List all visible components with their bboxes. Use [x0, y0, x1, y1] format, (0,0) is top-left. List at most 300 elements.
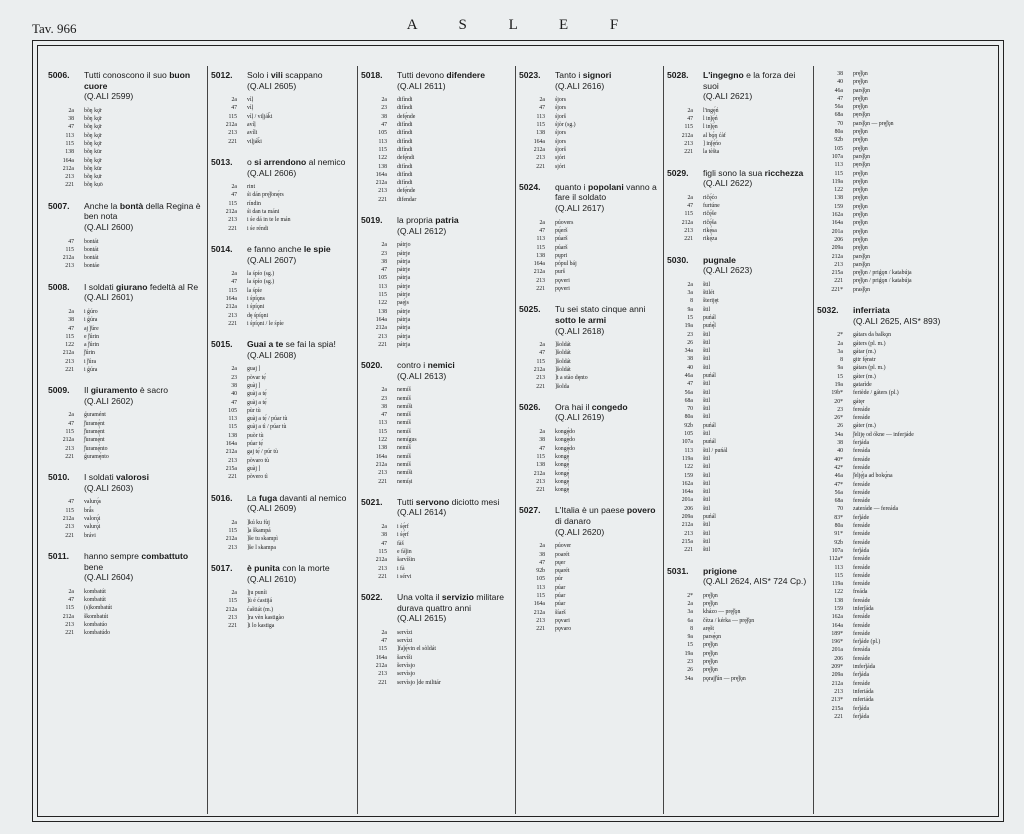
- survey-point: 115: [65, 605, 74, 612]
- survey-point: 138: [536, 130, 545, 137]
- entry-heading: [361, 215, 511, 236]
- dialect-form: ]i lo kastiga: [247, 623, 275, 630]
- survey-point: 6a: [687, 617, 693, 624]
- dialect-form: parsę́ǫn: [703, 634, 722, 641]
- form-row: [519, 366, 659, 374]
- survey-point: 213: [65, 524, 74, 531]
- survey-point: 213: [834, 688, 843, 695]
- survey-point: 221: [378, 679, 387, 686]
- entry-keyword: servizio: [441, 592, 474, 603]
- survey-point: 47: [539, 559, 545, 566]
- form-list: [211, 270, 353, 328]
- dialect-form: bõŋ kǫ̈r: [84, 157, 102, 164]
- survey-point: 34a: [684, 675, 693, 682]
- survey-point: 40: [687, 364, 693, 371]
- dictionary-entry: [361, 360, 511, 486]
- dialect-form: śjors: [555, 138, 566, 145]
- entry-reference: (Q.ALI 2599): [84, 91, 134, 102]
- entry-reference: (Q.ALI 2610): [247, 573, 297, 584]
- dialect-form: kongę́: [555, 487, 570, 494]
- form-row: [361, 291, 511, 299]
- entry-reference: (Q.ALI 2613): [397, 370, 447, 381]
- survey-point: 221: [834, 278, 843, 285]
- form-row: [361, 469, 511, 477]
- dialect-form: mferiáda: [853, 697, 874, 704]
- survey-point: 196*: [831, 639, 843, 646]
- survey-point: 19a: [834, 381, 843, 388]
- form-row: [817, 186, 977, 194]
- entry-text-after: vanno a fare il soldato: [555, 181, 657, 203]
- survey-point: 91*: [834, 531, 843, 538]
- dialect-form: pátrje: [397, 250, 411, 257]
- form-row: [817, 439, 977, 447]
- entry-text-before: quanto i: [555, 181, 588, 192]
- entry-sentence: [84, 472, 202, 493]
- dialect-form: ]a škampá: [247, 528, 271, 535]
- entry-reference: (Q.ALI 2621): [703, 91, 753, 102]
- entry-number: 5016.: [211, 492, 233, 503]
- survey-point: 115: [684, 124, 693, 131]
- entry-heading: [48, 70, 202, 102]
- survey-point: 119a: [831, 581, 843, 588]
- form-row: [817, 381, 977, 389]
- survey-point: 215a: [225, 465, 237, 472]
- form-row: [361, 154, 511, 162]
- survey-point: 115: [834, 572, 843, 579]
- form-row: [817, 713, 977, 721]
- survey-point: 221: [536, 626, 545, 633]
- form-row: [519, 260, 659, 268]
- form-row: [361, 637, 511, 645]
- survey-point: 23: [837, 406, 843, 413]
- dialect-form: fereáde: [853, 622, 871, 629]
- survey-point: 122: [684, 464, 693, 471]
- dialect-form: guàj ]: [247, 465, 261, 472]
- entry-text-before: Tu sei stato cinque anni: [555, 304, 646, 315]
- survey-point: 3a: [687, 609, 693, 616]
- form-row: [817, 464, 977, 472]
- form-row: [519, 453, 659, 461]
- form-row: [519, 227, 659, 235]
- dialect-form: kombatút: [84, 588, 106, 595]
- dialect-form: ]ù é ćastijá: [247, 598, 273, 605]
- dialect-form: difìndi: [397, 97, 413, 104]
- form-row: [361, 436, 511, 444]
- form-row: [817, 236, 977, 244]
- form-row: [817, 605, 977, 613]
- form-row: [817, 481, 977, 489]
- entry-keyword: congedo: [591, 401, 628, 412]
- dialect-form: štil: [703, 472, 711, 479]
- dialect-form: bõŋ kụö: [84, 182, 103, 189]
- survey-point: 221: [65, 532, 74, 539]
- survey-point: 2a: [837, 340, 843, 347]
- survey-point: 2a: [687, 107, 693, 114]
- form-row: [211, 473, 353, 481]
- form-row: [361, 662, 511, 670]
- form-row: [361, 163, 511, 171]
- entry-reference: (Q.ALI 2624, AIS* 724 Cp.): [703, 576, 807, 587]
- dialect-form: parsǰ̆ǫn — pręǰ̆ǫn: [853, 120, 894, 127]
- dialect-form: fereáde: [853, 523, 871, 530]
- dialect-form: i fà: [397, 565, 405, 572]
- dialect-form: difíndi: [397, 122, 413, 129]
- form-row: [48, 507, 202, 515]
- dialect-form: parsǰ̆ǫn: [853, 87, 871, 94]
- dialect-form: vìļ: [247, 97, 254, 104]
- dialect-form: čèza / kérka — pręǰ̆ǫn: [703, 617, 755, 624]
- dialect-form: ferǰáda: [853, 547, 870, 554]
- form-row: [817, 261, 977, 269]
- dialect-form: i śpíǫni / le śpíe: [247, 320, 284, 327]
- form-row: [211, 519, 353, 527]
- dialect-form: nemígus: [397, 437, 417, 444]
- survey-point: 38: [231, 382, 237, 389]
- survey-point: 47: [231, 399, 237, 406]
- dialect-form: puńę́l: [703, 323, 716, 330]
- form-row: [667, 405, 809, 413]
- dialect-form: ]ju puníi: [247, 590, 267, 597]
- form-row: [667, 123, 809, 131]
- survey-point: 115: [65, 507, 74, 514]
- form-row: [667, 306, 809, 314]
- dialect-form: štil: [703, 480, 711, 487]
- form-list: [519, 428, 659, 494]
- form-row: [48, 140, 202, 148]
- form-row: [211, 208, 353, 216]
- survey-point: 212a: [681, 132, 693, 139]
- survey-point: 2a: [687, 601, 693, 607]
- dialect-form: śjors: [555, 97, 566, 104]
- entry-reference: (Q.ALI 2616): [555, 80, 605, 91]
- dialect-form: pųarét: [555, 568, 570, 575]
- dialect-form: pręǰ̆ǫn: [703, 667, 718, 674]
- survey-point: 2a: [687, 281, 693, 288]
- form-row: [519, 374, 659, 382]
- entry-text-before: hanno sempre: [84, 550, 142, 561]
- dialect-form: pręǰ̆ǫn: [853, 220, 868, 227]
- entry-text-before: Tutti: [397, 496, 416, 507]
- form-row: [519, 349, 659, 357]
- form-row: [667, 339, 809, 347]
- dialect-form: śjors: [555, 105, 566, 112]
- form-row: [48, 349, 202, 357]
- dialect-form: fereáde: [853, 415, 871, 422]
- dialect-form: štil: [703, 356, 711, 363]
- survey-point: 213: [834, 261, 843, 268]
- dialect-form: štil: [703, 306, 711, 313]
- survey-point: 83*: [834, 514, 843, 521]
- dialect-form: śi dán pręǰ̆onę́rs: [247, 192, 284, 199]
- form-row: [519, 542, 659, 550]
- survey-point: 113: [65, 132, 74, 139]
- survey-point: 164a: [375, 654, 387, 661]
- dialect-form: difíndi: [397, 130, 413, 137]
- entry-reference: (Q.ALI 2625, AIS* 893): [853, 315, 941, 326]
- form-row: [519, 146, 659, 154]
- dialect-form: fereáde: [853, 572, 871, 579]
- dialect-form: pátrja: [397, 341, 411, 348]
- survey-point: 213: [536, 277, 545, 284]
- form-row: [361, 171, 511, 179]
- dialect-form: al bǫ́ŋ ćàf: [703, 132, 726, 139]
- survey-point: 115: [228, 424, 237, 431]
- form-row: [817, 505, 977, 513]
- survey-point: 212a: [533, 366, 545, 373]
- form-row: [361, 333, 511, 341]
- form-row: [211, 465, 353, 473]
- dialect-form: fereáde: [853, 464, 871, 471]
- entry-number: 5010.: [48, 472, 70, 483]
- entry-number: 5007.: [48, 200, 70, 211]
- dialect-form: púr: [555, 576, 563, 583]
- form-row: [519, 436, 659, 444]
- survey-point: 68a: [834, 112, 843, 119]
- dialect-form: pùr tù: [247, 407, 261, 414]
- form-row: [361, 679, 511, 687]
- form-row: [667, 617, 809, 625]
- form-row: [667, 210, 809, 218]
- form-row: [519, 592, 659, 600]
- survey-point: 2a: [539, 342, 545, 349]
- entry-number: 5026.: [519, 401, 541, 412]
- form-row: [48, 132, 202, 140]
- dialect-form: ričę́ćo: [703, 194, 718, 201]
- survey-point: 122: [834, 187, 843, 194]
- survey-point: 8: [690, 625, 693, 632]
- survey-point: 47: [231, 105, 237, 112]
- form-row: [519, 551, 659, 559]
- dialect-form: šervìsjo: [397, 663, 416, 670]
- survey-point: 107a: [831, 153, 843, 160]
- entry-reference: (Q.ALI 2614): [397, 507, 447, 518]
- dialect-form: pręǰ̆ǫn: [853, 145, 868, 152]
- dialect-form: furtúne: [703, 203, 720, 210]
- form-row: [817, 170, 977, 178]
- entry-number: 5029.: [667, 167, 689, 178]
- form-list: [48, 588, 202, 638]
- column-rule: [207, 66, 208, 814]
- survey-point: 47: [68, 597, 74, 603]
- entry-reference: (Q.ALI 2608): [247, 349, 297, 360]
- survey-point: 159: [834, 606, 843, 612]
- dialect-form: kongę́: [555, 470, 570, 477]
- form-row: [519, 235, 659, 243]
- survey-point: 112a*: [829, 556, 843, 563]
- entry-text-before: contro i: [397, 360, 428, 371]
- dialect-form: parsǰ̆ǫn: [853, 261, 871, 268]
- form-row: [361, 523, 511, 531]
- entry-heading: [361, 70, 511, 91]
- dialect-form: fàš: [397, 540, 404, 547]
- entry-sentence: [84, 385, 202, 406]
- form-row: [519, 428, 659, 436]
- survey-point: 47: [539, 227, 545, 234]
- entry-keyword: combattuto: [141, 550, 189, 561]
- form-list: [519, 96, 659, 171]
- entry-keyword: giurano: [116, 281, 148, 292]
- entry-reference: (Q.ALI 2600): [84, 221, 134, 232]
- form-row: [361, 565, 511, 573]
- form-row: [817, 78, 977, 86]
- entry-heading: [667, 70, 809, 102]
- survey-point: 164a: [831, 622, 843, 629]
- entry-sentence: [703, 70, 809, 102]
- entry-text-after: con la morte: [279, 562, 330, 573]
- entry-number: 5024.: [519, 181, 541, 192]
- form-row: [817, 638, 977, 646]
- form-row: [817, 705, 977, 713]
- entry-sentence: [703, 168, 809, 189]
- entry-text-before: La: [247, 492, 259, 503]
- dialect-form: gaj tẹ́ / púr tù: [247, 449, 278, 456]
- form-row: [361, 274, 511, 282]
- dialect-form: pręǰ̆ǫn: [853, 95, 868, 102]
- form-row: [48, 238, 202, 246]
- dialect-form: i śe dá in te le mán: [247, 217, 291, 224]
- dialect-form: bontáe: [84, 263, 100, 270]
- survey-point: 26: [687, 339, 693, 346]
- survey-point: 115: [228, 287, 237, 294]
- dialect-form: bõŋ kür: [84, 165, 102, 172]
- dialect-form: kongę́do: [555, 429, 575, 436]
- dialect-form: fereáda: [853, 448, 871, 455]
- text-column: [519, 70, 659, 816]
- survey-point: 212a: [533, 146, 545, 153]
- form-row: [519, 129, 659, 137]
- form-row: [817, 555, 977, 563]
- survey-point: 162a: [831, 212, 843, 219]
- form-row: [817, 588, 977, 596]
- entry-text-before: Una volta il: [397, 592, 442, 603]
- survey-point: 115: [228, 113, 237, 120]
- dialect-form: štil: [703, 348, 711, 355]
- survey-point: 119a: [831, 178, 843, 185]
- survey-point: 47: [68, 499, 74, 506]
- dialect-form: guàj a tì / púar tù: [247, 424, 287, 431]
- form-row: [667, 488, 809, 496]
- dialect-form: puńál: [703, 439, 716, 446]
- dialect-form: štil: [703, 414, 711, 421]
- survey-point: 212a: [533, 269, 545, 276]
- column-rule: [663, 66, 664, 814]
- survey-point: 213: [536, 617, 545, 624]
- form-row: [667, 322, 809, 330]
- dialect-form: kongę́: [555, 478, 570, 485]
- entry-sentence: [853, 305, 977, 326]
- form-row: [667, 592, 809, 600]
- entry-sentence: [555, 505, 659, 537]
- form-row: [519, 96, 659, 104]
- survey-point: 80a: [834, 523, 843, 530]
- form-row: [817, 564, 977, 572]
- entry-number: 5020.: [361, 360, 383, 371]
- form-row: [667, 281, 809, 289]
- entry-reference: (Q.ALI 2602): [84, 395, 134, 406]
- survey-point: 164a: [375, 453, 387, 460]
- dialect-form: ǵuramént: [84, 412, 106, 419]
- dialect-form: ǰ̆uramę́nt: [84, 420, 105, 427]
- survey-point: 213: [65, 263, 74, 270]
- dialect-form: štil: [703, 455, 711, 462]
- dialect-form: nemíš: [397, 445, 411, 452]
- dialect-form: pátrje: [397, 283, 411, 290]
- form-row: [817, 547, 977, 555]
- form-row: [48, 411, 202, 419]
- entry-heading: [817, 305, 977, 326]
- survey-point: 38: [837, 71, 843, 77]
- survey-point: 212a: [375, 180, 387, 187]
- survey-point: 212a: [681, 219, 693, 226]
- form-row: [667, 107, 809, 115]
- survey-point: 23: [381, 250, 387, 257]
- form-row: [667, 496, 809, 504]
- entry-number: 5031.: [667, 565, 689, 576]
- survey-point: 213: [228, 457, 237, 464]
- entry-sentence: [397, 592, 511, 624]
- dictionary-entry: [361, 592, 511, 687]
- form-list: [48, 411, 202, 461]
- survey-point: 2a: [539, 97, 545, 104]
- dictionary-entry: [211, 563, 353, 631]
- survey-point: 138: [378, 308, 387, 315]
- dialect-form: bõŋ kǫ̈r: [84, 107, 102, 114]
- form-row: [667, 148, 809, 156]
- survey-point: 221: [65, 630, 74, 637]
- form-row: [48, 532, 202, 540]
- dialect-form: parsǰ̆ǫn: [853, 253, 871, 260]
- survey-point: 164a: [831, 220, 843, 227]
- form-row: [667, 297, 809, 305]
- dialect-form: pátrje: [397, 267, 411, 274]
- dialect-form: pų́erš: [555, 227, 568, 234]
- survey-point: 138: [378, 445, 387, 452]
- entry-text-before: la propria: [397, 215, 436, 226]
- survey-point: 2a: [381, 629, 387, 636]
- survey-point: 115: [228, 598, 237, 605]
- dialect-form: fereáde: [853, 597, 871, 604]
- form-row: [48, 498, 202, 506]
- entry-text-before: Anche la: [84, 200, 120, 211]
- survey-point: 113: [228, 416, 237, 423]
- dialect-form: pręǰ̆ǫn: [853, 236, 868, 243]
- dialect-form: pátrja: [397, 258, 411, 265]
- dialect-form: pręǰ̆ǫn: [853, 79, 868, 86]
- form-row: [211, 191, 353, 199]
- survey-point: 47*: [834, 481, 843, 488]
- dictionary-entry: [519, 304, 659, 391]
- survey-point: 213: [536, 478, 545, 485]
- survey-point: 122: [65, 342, 74, 349]
- dialect-form: kongę́: [555, 462, 570, 469]
- dialect-form: púar: [555, 584, 566, 591]
- form-row: [361, 629, 511, 637]
- entry-reference: (Q.ALI 2612): [397, 225, 447, 236]
- survey-point: 38: [68, 116, 74, 123]
- survey-point: 2a: [539, 429, 545, 436]
- dialect-form: vìļ: [247, 105, 254, 112]
- survey-point: 212a: [225, 209, 237, 216]
- dialect-form: imferǰáda: [853, 664, 876, 671]
- dialect-form: pǫvari: [555, 617, 570, 624]
- survey-point: 164a: [533, 138, 545, 145]
- form-row: [211, 606, 353, 614]
- form-row: [667, 608, 809, 616]
- form-row: [817, 111, 977, 119]
- dialect-form: puńál: [703, 422, 716, 429]
- form-row: [519, 154, 659, 162]
- dialect-form: štilét: [703, 290, 715, 297]
